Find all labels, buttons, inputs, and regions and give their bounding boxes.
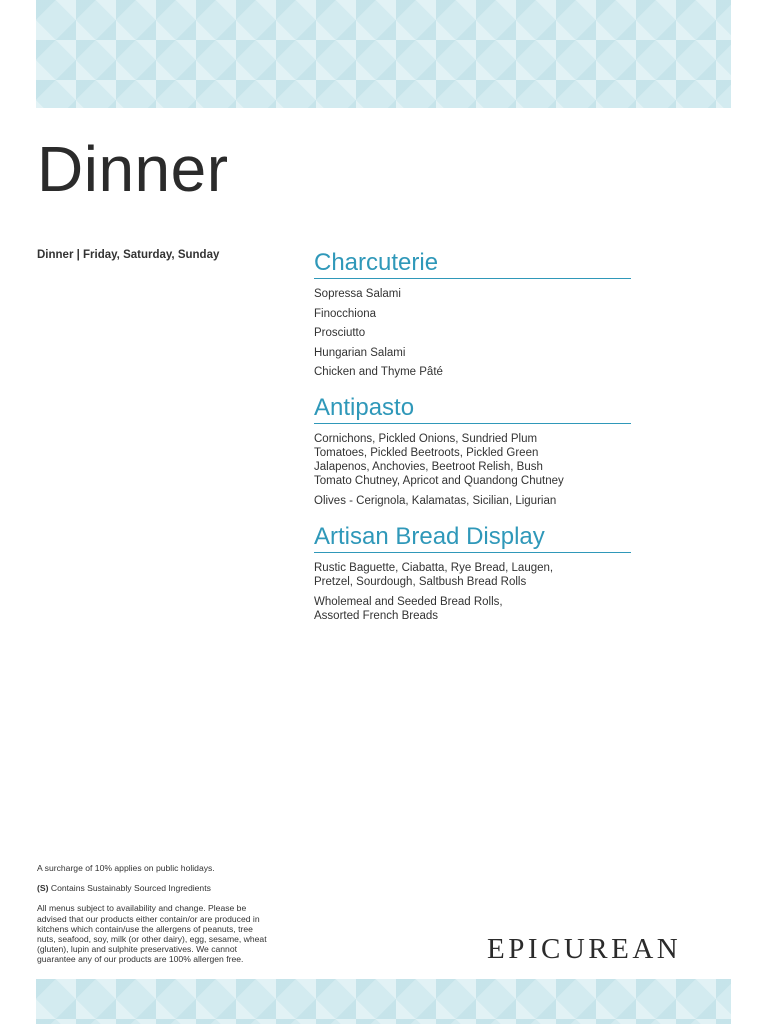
page-title: Dinner: [37, 133, 229, 205]
section-antipasto: [314, 393, 631, 508]
menu-item: Cornichons, Pickled Onions, Sundried Plum Tomatoes, Pickled Beetroots, Pickled Green Jalapenos, Anchovies, Beetroot Relish, Bush Tomato Chutney, Apricot and Quandong Chutney: [314, 433, 564, 487]
menu-item: Rustic Baguette, Ciabatta, Rye Bread, Laugen, Pretzel, Sourdough, Saltbush Bread Rolls: [314, 562, 554, 588]
sustainable-text: Contains Sustainably Sourced Ingredients: [48, 883, 211, 894]
menu-item: Wholemeal and Seeded Bread Rolls, Assorted French Breads: [314, 596, 503, 622]
bottom-banner: [36, 979, 731, 1024]
menu-item: Prosciutto: [314, 327, 366, 339]
section-charcuterie: [314, 248, 631, 379]
sustainable-mark: (S): [37, 883, 49, 894]
menu-item: Hungarian Salami: [314, 346, 406, 359]
brand-logo: EPICUREAN: [487, 933, 682, 965]
footer-notes: [37, 863, 272, 975]
section-title: Charcuterie: [314, 248, 631, 279]
menu-item: Sopressa Salami: [314, 288, 401, 300]
allergen-note: All menus subject to availability and change. Please be advised that our products either contain/or are produced in kitchens which contain/use the allergens of peanuts, tree nuts, seafood, soy, milk (or other dairy), egg, sesame, wheat (gluten), lupin and sulphite preservatives. We cannot guarantee any of our products are 100% allergen free.: [37, 903, 267, 965]
surcharge-note: A surcharge of 10% applies on public holidays.: [37, 863, 215, 873]
sustainable-note: [37, 883, 272, 893]
menu-item: Finocchiona: [314, 307, 377, 320]
menu-column: [314, 248, 631, 637]
schedule-text: Dinner | Friday, Saturday, Sunday: [37, 249, 220, 261]
menu-item: Chicken and Thyme Pâté: [314, 366, 443, 378]
section-title: Antipasto: [314, 393, 631, 424]
menu-item: Olives - Cerignola, Kalamatas, Sicilian, Ligurian: [314, 495, 557, 507]
section-artisan-bread: [314, 522, 631, 623]
section-title: Artisan Bread Display: [314, 522, 631, 553]
top-banner: [36, 0, 731, 108]
